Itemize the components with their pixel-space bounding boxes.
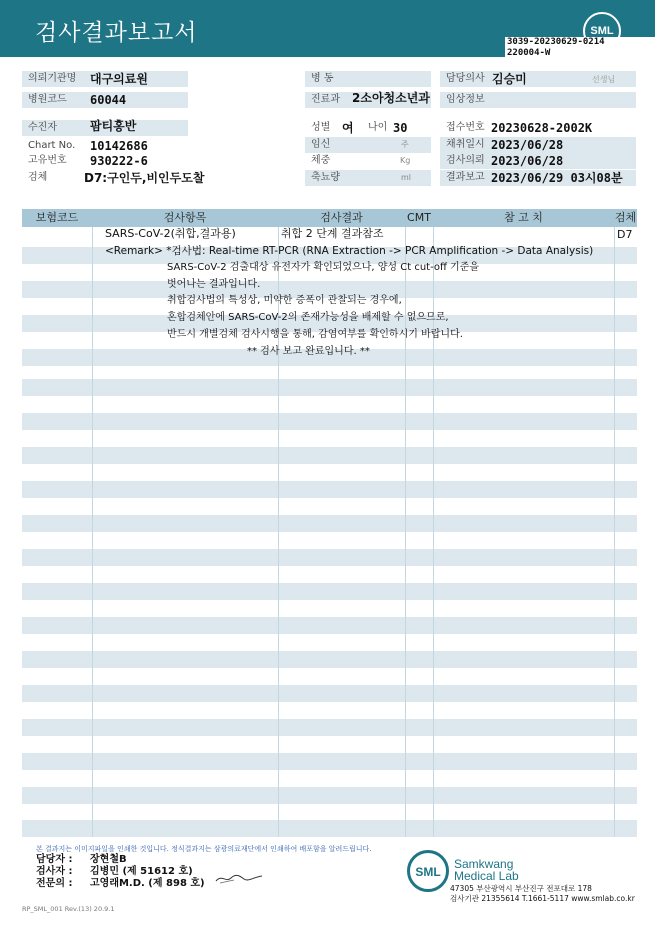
header-insurance-code: 보험코드 — [35, 211, 79, 224]
dept-value: 2소아청소년과 — [352, 91, 430, 105]
table-row-stripe — [22, 685, 637, 702]
image-print-notice: 본 결과지는 이미지파일을 인쇄한 것입니다. 정식결과지는 삼광의료재단에서 인쇄하여 배포함을 알려드립니다. — [36, 845, 372, 853]
table-row-stripe — [22, 820, 637, 837]
header-reference: 참 고 치 — [504, 211, 543, 224]
report-number — [505, 37, 655, 59]
company-name-line1: Samkwang — [454, 857, 514, 871]
logo-text: SML — [590, 25, 614, 37]
patient-value: 팜티홍반 — [90, 119, 137, 133]
weight-label: 체중 — [311, 155, 331, 166]
ward-label: 병 동 — [305, 71, 431, 87]
report-date-label: 결과보고 — [440, 170, 636, 186]
footer-logo-text: SML — [415, 865, 441, 879]
request-date-value: 2023/06/28 — [491, 154, 564, 168]
report-date-value: 2023/06/29 03시08분 — [491, 171, 623, 185]
sex-label: 성별 — [311, 122, 331, 133]
chart-label: Chart No. — [28, 140, 76, 151]
age-label: 나이 — [368, 122, 388, 133]
doctor-title: 선생님 — [592, 75, 616, 84]
table-row-stripe — [22, 651, 637, 668]
form-code: RP_SML_001 Rev.(13) 20.9.1 — [22, 905, 115, 913]
report-number-line1: 3039-20230629-0214 — [507, 37, 605, 47]
doctor-value: 김승미 — [492, 72, 527, 86]
urine-unit: ml — [401, 173, 412, 182]
company-name-line2: Medical Lab — [454, 869, 519, 883]
specimen-value: D7:구인두,비인두도찰 — [84, 171, 205, 185]
dept-label: 진료과 — [305, 92, 431, 108]
urine-label: 축뇨량 — [305, 170, 431, 186]
collect-date-value: 2023/06/28 — [491, 138, 564, 152]
header-result: 검사결과 — [320, 211, 363, 224]
remark-line: SARS-CoV-2 검출대상 유전자가 확인되었으나, 양성 Ct cut-off 기준을 — [167, 262, 480, 273]
company-address — [450, 884, 635, 904]
manager-value: 장현철B — [90, 854, 127, 865]
age-value: 30 — [393, 121, 408, 135]
row-specimen: D7 — [617, 228, 633, 241]
specialist-value: 고영래M.D. (제 898 호) — [90, 878, 205, 889]
patient-label: 수진자 — [22, 120, 84, 136]
remark-line: 벗어나는 결과입니다. — [167, 279, 261, 290]
table-row-stripe — [22, 617, 637, 634]
remark-line: 혼합검체안에 SARS-CoV-2의 존재가능성을 배제할 수 없으므로, — [167, 312, 449, 323]
clinical-info-label: 임상정보 — [440, 92, 636, 108]
table-row-stripe — [22, 549, 637, 566]
remark-line: <Remark> *검사법: Real-time RT-PCR (RNA Extraction -> PCR Amplification -> Data Analysis) — [105, 245, 594, 257]
request-date-label: 검사의뢰 — [440, 153, 636, 169]
chart-value: 10142686 — [90, 139, 148, 153]
signature-icon — [214, 870, 264, 886]
id-value: 930222-6 — [90, 154, 148, 168]
table-row-stripe — [22, 447, 637, 464]
collect-date-label: 채취일시 — [440, 137, 636, 153]
remark-line: 반드시 개별검체 검사시행을 통해, 감염여부를 확인하시기 바랍니다. — [167, 329, 463, 340]
header-cmt: CMT — [407, 211, 431, 224]
table-row-stripe — [22, 719, 637, 736]
inspector-label: 검사자 : — [36, 866, 73, 877]
table-header — [22, 209, 637, 227]
id-label: 고유번호 — [28, 155, 67, 166]
institution-value: 대구의료원 — [90, 72, 148, 86]
table-row-stripe — [22, 413, 637, 430]
column-divider — [405, 209, 406, 837]
table-row-stripe — [22, 787, 637, 804]
hospital-code-value: 60044 — [90, 93, 127, 107]
column-divider — [433, 209, 434, 837]
remark-line: 취합검사법의 특성상, 미약한 증폭이 관찰되는 경우에, — [167, 295, 402, 306]
table-row-stripe — [22, 379, 637, 396]
table-row-stripe — [22, 481, 637, 498]
receipt-no-value: 20230628-2002K — [491, 121, 593, 135]
page-title: 검사결과보고서 — [35, 20, 198, 46]
company-name — [454, 858, 519, 882]
institution-label: 의뢰기관명 — [22, 71, 84, 87]
weight-unit: Kg — [400, 156, 411, 165]
table-row-stripe — [22, 515, 637, 532]
table-row-stripe — [22, 583, 637, 600]
column-divider — [614, 209, 615, 837]
pregnancy-label: 임신 — [305, 137, 431, 153]
row-test-item: SARS-CoV-2(취합,결과용) — [105, 227, 236, 240]
header-specimen: 검체 — [614, 211, 637, 224]
receipt-no-label: 접수번호 — [446, 122, 485, 133]
doctor-label: 담당의사 — [440, 71, 636, 87]
hospital-code-label: 병원코드 — [22, 92, 84, 108]
remark-line: ** 검사 보고 완료입니다. ** — [247, 346, 370, 357]
inspector-value: 김병민 (제 51612 호) — [90, 866, 193, 877]
specialist-label: 전문의 : — [36, 878, 73, 889]
column-divider — [92, 209, 93, 837]
pregnancy-unit: 주 — [401, 140, 409, 149]
manager-label: 담당자 : — [36, 854, 73, 865]
specimen-label: 검체 — [28, 172, 48, 183]
table-row-stripe — [22, 753, 637, 770]
row-result: 취합 2 단계 결과참조 — [281, 227, 384, 240]
sex-value: 여 — [342, 121, 354, 135]
address-line2: 검사기관 21355614 T.1661-5117 www.smlab.co.kr — [450, 894, 635, 903]
address-line1: 47305 부산광역시 부산진구 전포대로 178 — [450, 884, 592, 893]
header-test-item: 검사항목 — [163, 211, 207, 224]
sml-footer-logo-icon — [407, 850, 449, 892]
report-number-line2: 220004-W — [507, 48, 551, 58]
